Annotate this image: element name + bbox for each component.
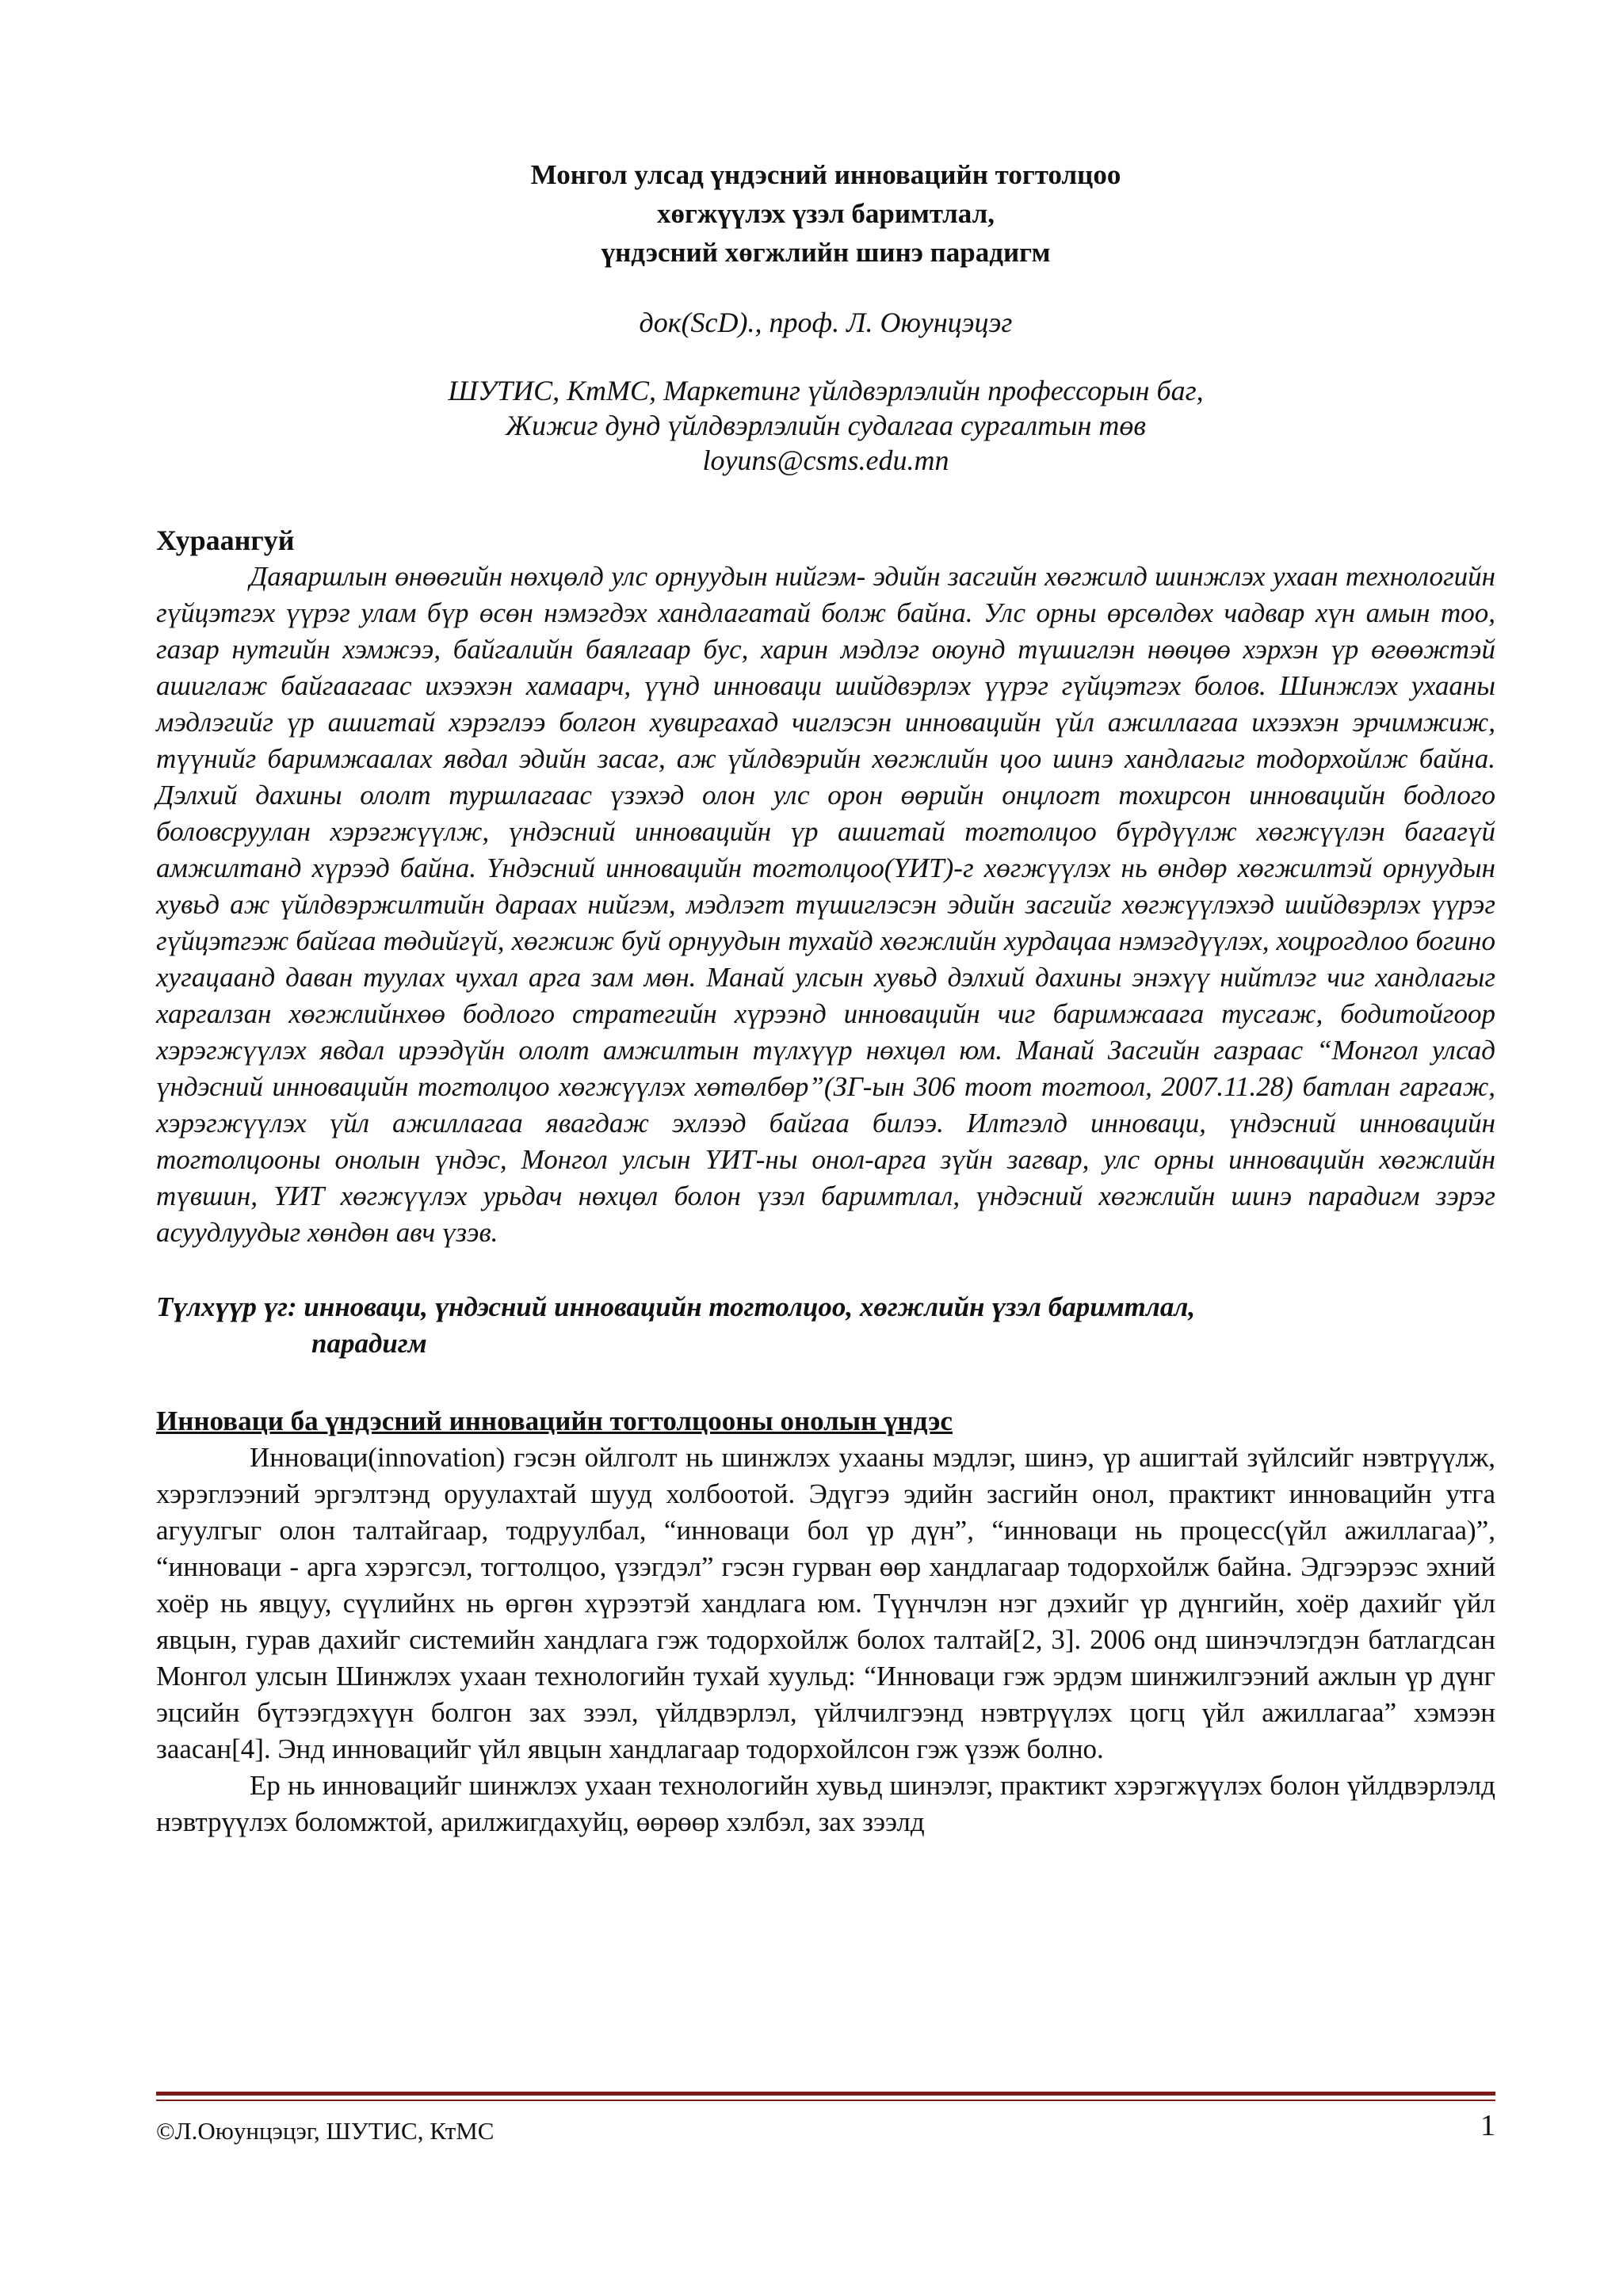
author-email[interactable]: loyuns@csms.edu.mn <box>702 444 949 476</box>
keywords-line-2: парадигм <box>311 1328 427 1359</box>
abstract-text: Даяаршлын өнөөгийн нөхцөлд улс орнуудын нийгэм- эдийн засгийн хөгжилд шинжлэх ухаан технологийн гүйцэтгэх үүрэг улам бүр өсөн нэмэгдэх хандлагатай болж байна. Улс орны өрсөлдөх чадвар хүн амын тоо, газар нутгийн хэмжээ, байгалийн баялгаар бус, харин мэдлэг оюунд түшиглэн нөөцөө хэрхэн үр өгөөжтэй ашиглаж байгаагаас ихээхэн хамаарч, үүнд инноваци шийдвэрлэх үүрэг гүйцэтгэх болов. Шинжлэх ухааны мэдлэгийг үр ашигтай хэрэглээ болгон хувиргахад чиглэсэн инновацийн үйл ажиллагаа ихээхэн эрчимжиж, түүнийг баримжаалах явдал эдийн засаг, аж үйлдвэрийн хөгжлийн цоо шинэ хандлагыг тодорхойлж байна. Дэлхий дахины ололт туршлагаас үзэхэд олон улс орон өөрийн онцлогт тохирсон инновацийн бодлого боловсруулан хэрэгжүүлж, үндэсний инновацийн үр ашигтай тогтолцоо бүрдүүлж хөгжүүлэн багагүй амжилтанд хүрээд байна. Үндэсний инновацийн тогтолцоо(ҮИТ)-г хөгжүүлэх нь өндөр хөгжилтэй орнуудын хувьд аж үйлдвэржилтийн дараах нийгэм, мэдлэгт түшиглэсэн эдийн засгийг хөгжүүлэхэд шийдвэрлэх үүрэг гүйцэтгэж байгаа төдийгүй, хөгжиж буй орнуудын тухайд хөгжлийн хурдацаа нэмэгдүүлэх, хоцрогдлоо богино хугацаанд даван туулах чухал арга зам мөн. Манай улсын хувьд дэлхий дахины энэхүү нийтлэг чиг хандлагыг харгалзан хөгжлийнхөө бодлого стратегийн хүрээнд инновацийн чиг баримжаага тусгаж, бодитойгоор хэрэгжүүлэх явдал ирээдүйн ололт амжилтын түлхүүр нөхцөл юм. Манай Засгийн газраас “Монгол улсад үндэсний инновацийн тогтолцоо хөгжүүлэх хөтөлбөр”(ЗГ-ын 306 тоот тогтоол, 2007.11.28) батлан гаргаж, хэрэгжүүлэх үйл ажиллагаа явагдаж эхлээд байгаа билээ. Илтгэлд инноваци, үндэсний инновацийн тогтолцооны онолын үндэс, Монгол улсын ҮИТ-ны онол-арга зүйн загвар, улс орны инновацийн хөгжлийн түвшин, ҮИТ хөгжүүлэх урьдач нөхцөл болон үзэл баримтлал, үндэсний хөгжлийн шинэ парадигм зэрэг асуудлуудыг хөндөн авч үзэв. <box>156 561 1495 1248</box>
affiliation-line-1: ШУТИС, КтМС, Маркетинг үйлдвэрлэлийн профессорын баг, <box>448 375 1204 406</box>
section-heading: Инноваци ба үндэсний инновацийн тогтолцооны онолын үндэс <box>156 1405 953 1436</box>
title-line-1: Монгол улсад үндэсний инновацийн тогтолцоо <box>530 159 1121 190</box>
title-line-3: үндэсний хөгжлийн шинэ парадигм <box>601 237 1051 268</box>
abstract-heading: Хураангуй <box>156 524 295 556</box>
author-line: док(ScD)., проф. Л. Оюунцэцэг <box>639 307 1013 338</box>
footer-rule-thick <box>156 2092 1495 2096</box>
paper-title <box>156 155 1495 272</box>
body-paragraph-2: Ер нь инновацийг шинжлэх ухаан технологийн хувьд шинэлэг, практикт хэрэгжүүлэх болон үйлдвэрлэлд нэвтрүүлэх боломжтой, арилжигдахуйц, өөрөөр хэлбэл, зах зээлд <box>156 1770 1495 1837</box>
keywords <box>156 1289 1495 1362</box>
page-number: 1 <box>1480 2109 1495 2142</box>
affiliation <box>156 373 1495 478</box>
title-line-2: хөгжүүлэх үзэл баримтлал, <box>657 198 995 229</box>
footer-rule-thin <box>156 2100 1495 2101</box>
body-paragraph-1: Инноваци(innovation) гэсэн ойлголт нь шинжлэх ухааны мэдлэг, шинэ, үр ашигтай зүйлсийг нэвтрүүлж, хэрэглээний эргэлтэнд оруулахтай шууд холбоотой. Эдүгээ эдийн засгийн онол, практикт инновацийн утга агуулгыг олон талтайгаар, тодруулбал, “инноваци бол үр дүн”, “инноваци нь процесс(үйл ажиллагаа)”, “инноваци - арга хэрэгсэл, тогтолцоо, үзэгдэл” гэсэн гурван өөр хандлагаар тодорхойлж байна. Эдгээрээс эхний хоёр нь явцуу, сүүлийнх нь өргөн хүрээтэй хандлага юм. Түүнчлэн нэг дэхийг үр дүнгийн, хоёр дахийг үйл явцын, гурав дахийг системийн хандлага гэж тодорхойлж болох талтай[2, 3]. 2006 онд шинэчлэгдэн батлагдсан Монгол улсын Шинжлэх ухаан технологийн тухай хуульд: “Инноваци гэж эрдэм шинжилгээний ажлын үр дүнг эцсийн бүтээгдэхүүн болгон зах зээл, үйлдвэрлэл, үйлчилгээнд нэвтрүүлэх цогц үйл ажиллагаа” хэмээн заасан[4]. Энд инновацийг үйл явцын хандлагаар тодорхойлсон гэж үзэж болно. <box>156 1442 1495 1764</box>
affiliation-line-2: Жижиг дунд үйлдвэрлэлийн судалгаа сургалтын төв <box>506 410 1146 441</box>
footer-copyright: ©Л.Оюунцэцэг, ШУТИС, КтМС <box>156 2117 495 2145</box>
page-content <box>156 155 1495 1840</box>
keywords-line-1: Түлхүүр үг: инноваци, үндэсний инновацийн тогтолцоо, хөгжлийн үзэл баримтлал, <box>156 1291 1196 1322</box>
